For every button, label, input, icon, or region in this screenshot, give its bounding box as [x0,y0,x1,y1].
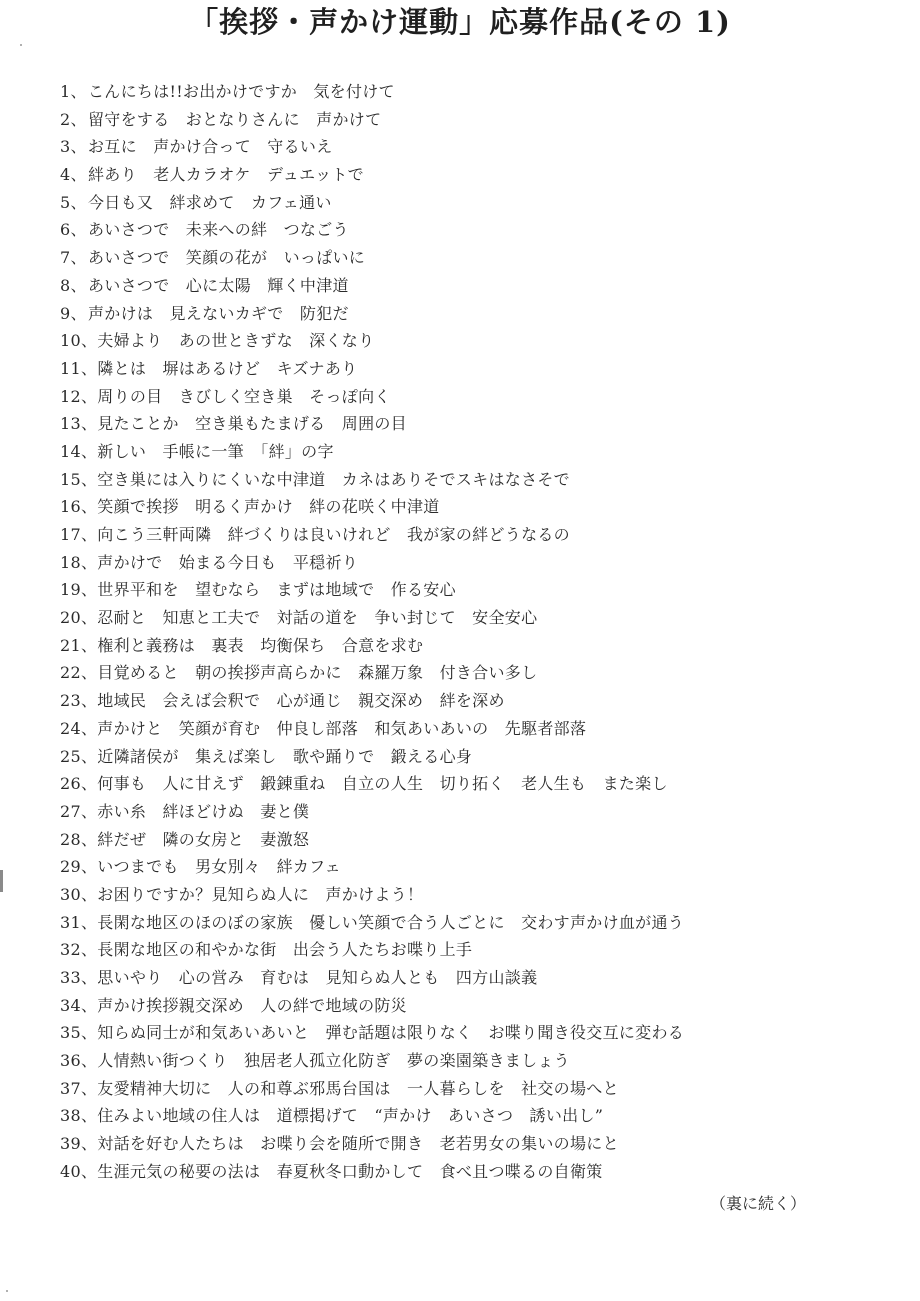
entry-number: 15、 [60,469,98,489]
entry-number: 36、 [60,1051,98,1071]
entry-row [60,1130,900,1158]
entry-row [60,715,900,743]
entry-row [60,244,900,272]
entry-row [60,687,900,715]
entry-number: 13、 [60,414,98,434]
entry-row [60,300,900,328]
continued-note: （裏に続く） [710,1194,807,1213]
entry-number: 7、 [60,248,87,268]
entry-row [60,383,900,411]
entry-number: 6、 [60,220,87,240]
entry-text: 夫婦より あの世ときずな 深くなり [97,331,375,351]
entry-number: 38、 [60,1106,98,1126]
entry-row [60,1047,900,1075]
entry-number: 25、 [60,746,98,766]
entry-text: 対話を好む人たちは お喋り会を随所で開き 老若男女の集いの場にと [97,1134,619,1154]
entry-text: 見たことか 空き巣もたまげる 周囲の目 [97,414,407,434]
entry-text: 赤い糸 絆ほどけぬ 妻と僕 [97,801,310,821]
entry-list [60,78,900,1186]
entry-number: 2、 [60,109,87,129]
entry-text: 地域民 会えば会釈で 心が通じ 親交深め 絆を深め [97,691,505,711]
entry-row [60,964,900,992]
entry-number: 20、 [60,608,98,628]
scan-dust-dot [20,44,22,46]
entry-text: 向こう三軒両隣 絆づくりは良いけれど 我が家の絆どうなるの [97,525,570,544]
entry-text: いつまでも 男女別々 絆カフェ [97,857,341,877]
entry-text: 住みよい地域の住人は 道標掲げて “声かけ あいさつ 誘い出し” [97,1106,604,1126]
entry-number: 1、 [60,82,87,101]
entry-number: 37、 [60,1078,98,1098]
entry-text: 周りの目 きびしく空き巣 そっぽ向く [97,386,391,406]
entry-number: 14、 [60,441,98,461]
entry-text: 隣とは 塀はあるけど キズナあり [97,358,358,378]
entry-text: 近隣諸侯が 集えば楽し 歌や踊りで 鍛える心身 [97,746,473,766]
entry-number: 32、 [60,940,98,960]
entry-number: 24、 [60,718,98,738]
entry-row [60,189,900,217]
entry-text: 絆だぜ 隣の女房と 妻激怒 [97,829,310,849]
entry-row [60,106,900,134]
entry-row [60,770,900,798]
entry-row [60,216,900,244]
entry-text: 空き巣には入りにくいな中津道 カネはありそでスキはなさそで [97,469,570,489]
entry-number: 5、 [60,192,87,212]
entry-number: 33、 [60,968,98,987]
entry-text: 知らぬ同士が和気あいあいと 弾む話題は限りなく お喋り聞き役交互に変わる [97,1023,685,1043]
entry-text: お困りですか？見知らぬ人に 声かけよう！ [97,884,424,904]
entry-row [60,327,900,355]
page-title: 「挨拶・声かけ運動」応募作品(その 1) [189,5,731,39]
entry-number: 39、 [60,1134,98,1154]
entry-text: 人情熱い街つくり 独居老人孤立化防ぎ 夢の楽園築きましょう [97,1051,570,1071]
entry-number: 19、 [60,580,98,600]
entry-text: 忍耐と 知恵と工夫で 対話の道を 争い封じて 安全安心 [97,608,538,628]
entry-text: 笑顔で挨拶 明るく声かけ 絆の花咲く中津道 [97,497,440,517]
entry-text: 権利と義務は 裏表 均衡保ち 合意を求む [97,635,424,655]
entry-row [60,78,900,106]
entry-number: 9、 [60,303,87,323]
entry-row [60,1019,900,1047]
entry-row [60,992,900,1020]
entry-text: お互に 声かけ合って 守るいえ [88,137,333,157]
entry-text: 絆あり 老人カラオケ デュエットで [88,165,364,185]
entry-row [60,1102,900,1130]
entry-text: 長閑な地区のほのぼの家族 優しい笑顔で合う人ごとに 交わす声かけ血が通う [97,912,685,932]
entry-text: 思いやり 心の営み 育むは 見知らぬ人とも 四方山談義 [97,968,538,987]
entry-text: 留守をする おとなりさんに 声かけて [88,109,382,129]
entry-number: 30、 [60,884,98,904]
entry-row [60,659,900,687]
entry-text: 新しい 手帳に一筆 「絆」の字 [97,441,334,461]
entry-number: 34、 [60,995,98,1015]
entry-number: 26、 [60,774,98,794]
entry-number: 10、 [60,331,98,351]
entry-number: 12、 [60,386,98,406]
entry-row [60,1158,900,1186]
entry-text: 声かけ挨拶親交深め 人の絆で地域の防災 [97,995,407,1015]
entry-text: 今日も又 絆求めて カフェ通い [88,192,332,212]
entry-text: 世界平和を 望むなら まずは地域で 作る安心 [97,580,456,600]
entry-number: 16、 [60,497,98,517]
entry-number: 35、 [60,1023,98,1043]
entry-text: 友愛精神大切に 人の和尊ぶ邪馬台国は 一人暮らしを 社交の場へと [97,1078,619,1098]
entry-row [60,798,900,826]
entry-row [60,632,900,660]
entry-text: あいさつで 笑顔の花が いっぱいに [88,248,366,268]
entry-number: 22、 [60,663,98,683]
entry-row [60,133,900,161]
entry-text: 何事も 人に甘えず 鍛錬重ね 自立の人生 切り拓く 老人生も また楽し [97,774,668,794]
entry-number: 40、 [60,1161,98,1181]
entry-text: 目覚めると 朝の挨拶声高らかに 森羅万象 付き合い多し [97,663,538,683]
entry-row [60,936,900,964]
entry-number: 4、 [60,165,87,185]
entry-row [60,743,900,771]
entry-row [60,161,900,189]
entry-number: 8、 [60,275,87,295]
entry-row [60,521,900,549]
entry-number: 21、 [60,635,98,655]
entry-row [60,272,900,300]
entry-row [60,909,900,937]
entry-text: 長閑な地区の和やかな街 出会う人たちお喋り上手 [97,940,473,960]
entry-row [60,576,900,604]
entry-row [60,438,900,466]
entry-text: こんにちは!!お出かけですか 気を付けて [88,82,395,101]
entry-row [60,1075,900,1103]
entry-number: 18、 [60,552,98,572]
entry-row [60,604,900,632]
entry-number: 17、 [60,525,98,544]
entry-number: 28、 [60,829,98,849]
entry-row [60,493,900,521]
entry-text: 声かけと 笑顔が育む 仲良し部落 和気あいあいの 先駆者部落 [97,718,587,738]
entry-row [60,410,900,438]
entry-text: 声かけは 見えないカギで 防犯だ [88,303,349,323]
entry-number: 27、 [60,801,98,821]
entry-number: 29、 [60,857,98,877]
entry-row [60,466,900,494]
entry-row [60,549,900,577]
entry-text: あいさつで 心に太陽 輝く中津道 [88,275,349,295]
entry-number: 31、 [60,912,98,932]
entry-number: 3、 [60,137,87,157]
entry-number: 23、 [60,691,98,711]
entry-row [60,355,900,383]
entry-text: 声かけで 始まる今日も 平穏祈り [97,552,359,572]
scan-dust-dot [6,1290,8,1292]
entry-text: 生涯元気の秘要の法は 春夏秋冬口動かして 食べ且つ喋るの自衛策 [97,1161,603,1181]
entry-row [60,826,900,854]
entry-text: あいさつで 未来への絆 つなごう [88,220,349,240]
entry-row [60,881,900,909]
scan-edge-mark [0,870,3,892]
entry-number: 11、 [60,358,98,378]
entry-row [60,853,900,881]
